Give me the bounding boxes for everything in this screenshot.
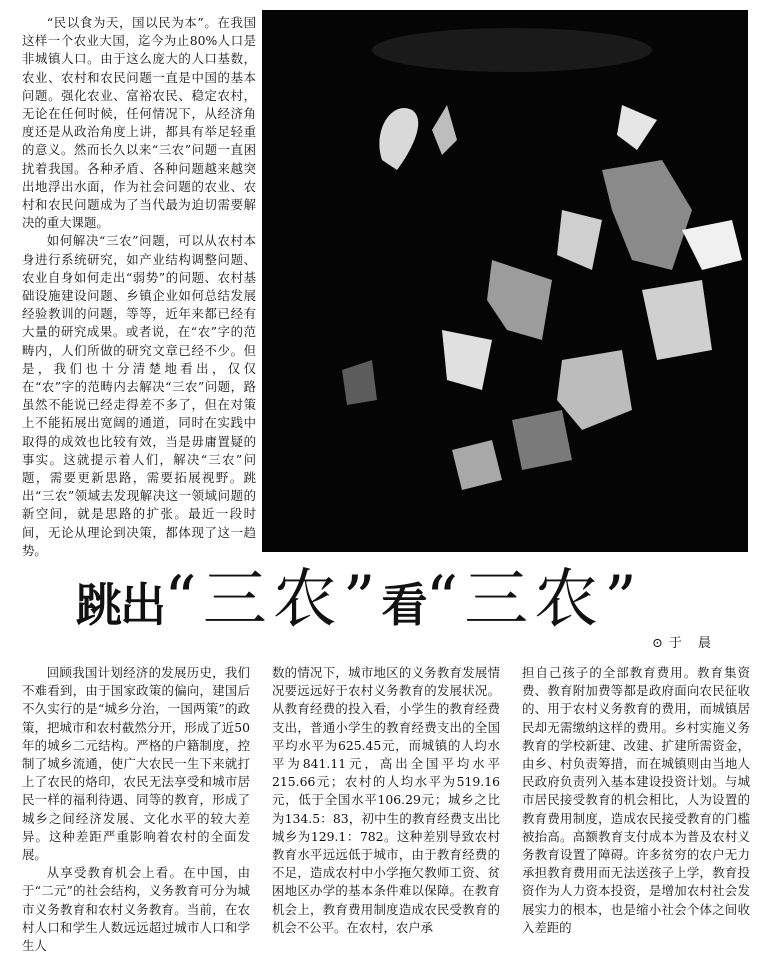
- byline: ⊙于 晨: [652, 636, 718, 651]
- photo-image: [262, 10, 748, 552]
- body-paragraph-1: 回顾我国计划经济的发展历史，我们不难看到，由于国家政策的偏向，建国后不久实行的是“城乡分治，一国两策”的政策，把城市和农村截然分开，形成了近50年的城乡二元结构。严格的户籍制度，控制了城乡流通，使广大农民一生下来就打上了农民的烙印，农民无法享受和城市居民一样的福利待遇、同等的教育，形成了城乡之间经济发展、文化水平的较大差异。这种差距严重影响着农村的全面发展。: [22, 665, 250, 863]
- intro-paragraph-2: 如何解决“三农”问题，可以从农村本身进行系统研究，如产业结构调整问题、农业自身如何走出“弱势”的问题、农村基础设施建设问题、乡镇企业如何总结发展经验教训的问题，等等，近年来都已经有大量的研究成果。或者说，在“农”字的范畴内，人们所做的研究文章已经不少。但是，我们也十分清楚地看出，仅仅在“农”字的范畴内去解决“三农”问题，路虽然不能说已经走得差不多了，但在对策上不能拓展出宽阔的通道，同时在实践中取得的成效也比较有效，当是毋庸置疑的事实。这就提示着人们，解决“三农”问题，需要更新思路，需要拓展视野。跳出“三农”领域去发现解决这一领域问题的新空间，就是思路的扩张。最近一段时间，无论从理论到决策，都体现了这一趋势。: [22, 233, 256, 558]
- body-column-2: [272, 664, 500, 937]
- body-column-3: [522, 664, 750, 937]
- body-column-1: [22, 664, 250, 955]
- body-paragraph-2: 从享受教育机会上看。在中国，由于“二元”的社会结构，义务教育可分为城市义务教育和农村义务教育。当前，在农村人口和学生人数远远超过城市人口和学生人: [22, 865, 250, 954]
- article-photo: [262, 10, 748, 552]
- headline: [76, 560, 643, 640]
- intro-paragraph-1: “民以食为天，国以民为本”。在我国这样一个农业大国，迄今为止80%人口是非城镇人口。由于这么庞大的人口基数，农业、农村和农民问题一直是中国的基本问题。强化农业、富裕农民、稳定农村，无论在任何时候，任何情况下，从经济角度还是从政治角度上讲，都具有举足轻重的意义。然而长久以来“三农”问题一直困扰着我国。各种矛盾、各种问题越来越突出地浮出水面，作为社会问题的农业、农村和农民问题成为了当代最为迫切需要解决的重大课题。: [22, 15, 256, 231]
- headline-part-4: “三农”: [425, 563, 643, 637]
- headline-part-2: “三农”: [164, 563, 382, 637]
- headline-part-3: 看: [381, 578, 426, 632]
- headline-part-1: 跳出: [76, 578, 164, 632]
- body-column-3-text: 担自己孩子的全部教育费用。教育集资费、教育附加费等都是政府面向农民征收的、用于农村义务教育的费用，而城镇居民却无需缴纳这样的费用。乡村实施义务教育的学校新建、改建、扩建所需资金，由乡、村负责筹措，而在城镇则由当地人民政府负责列入基本建设投资计划。与城市居民接受教育的机会相比，人为设置的教育费用制度，造成农民接受教育的门槛被抬高。高额教育支付成本为普及农村义务教育设置了障碍。许多贫穷的农户无力承担教育费用而无法送孩子上学，教育投资作为人力资本投资，是增加农村社会发展实力的根本，也是缩小社会个体之间收入差距的: [522, 665, 750, 935]
- intro-text: [22, 14, 256, 560]
- body-column-2-text: 数的情况下，城市地区的义务教育发展情况要远远好于农村义务教育的发展状况。从教育经费的投入看，小学生的教育经费支出，普通小学生的教育经费支出的全国平均水平为625.45元，而城镇的人均水平为841.11元，高出全国平均水平215.66元；农村的人均水平为519.16元，低于全国水平106.29元；城乡之比为134.5：83，初中生的教育经费支出比城乡为129.1：782。这种差别导致农村教育水平远远低于城市，由于教育经费的不足，造成农村中小学拖欠教师工资、贫困地区办学的基本条件难以保障。在教育机会上，教育费用制度造成农民受教育的机会不公平。在农村，农户承: [272, 665, 500, 935]
